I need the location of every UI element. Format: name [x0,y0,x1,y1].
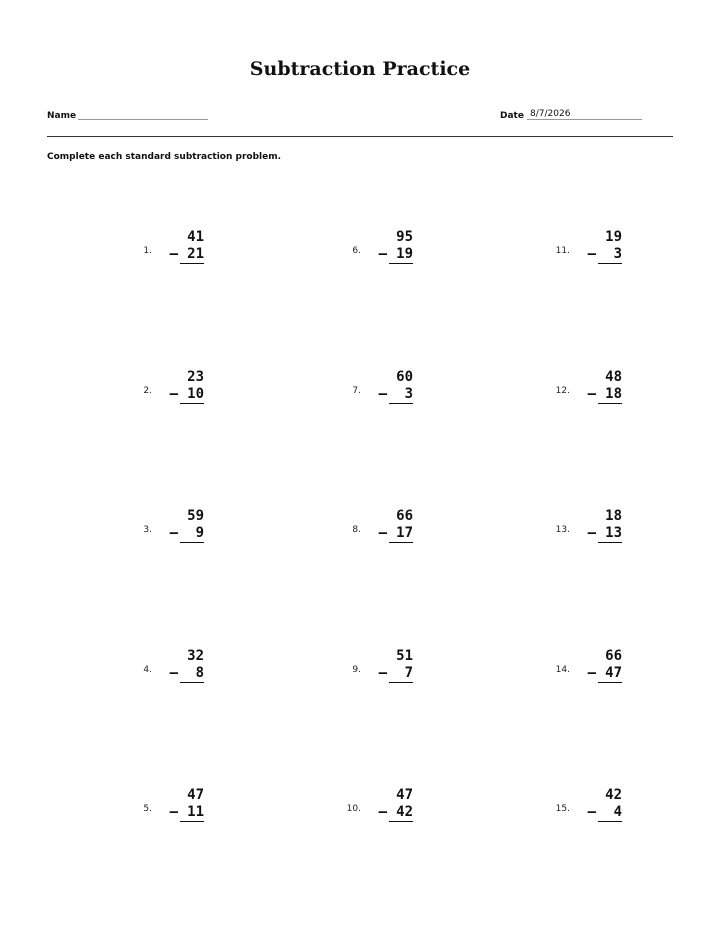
problem-number: 8. [352,525,361,535]
minuend: 42 [605,787,622,803]
minus-sign: – [169,386,178,402]
minuend: 32 [187,648,204,664]
minuend: 48 [605,369,622,385]
problem-item [532,648,622,688]
problem-item [323,648,413,688]
problem-number: 1. [143,246,152,256]
problem-item [114,648,204,688]
problem-number: 2. [143,386,152,396]
name-label: Name [47,111,77,121]
problem-item [532,229,622,269]
subtrahend: 8 [180,665,204,683]
minus-sign: – [169,665,178,681]
minuend: 19 [605,229,622,245]
problem-number: 13. [555,525,570,535]
minuend: 66 [605,648,622,664]
minus-sign: – [587,665,596,681]
minuend: 60 [396,369,413,385]
problem-item [114,369,204,409]
minus-sign: – [378,386,387,402]
minuend: 18 [605,508,622,524]
problem-item [532,369,622,409]
instructions: Complete each standard subtraction problem. [47,152,282,162]
problem-number: 6. [352,246,361,256]
minuend: 51 [396,648,413,664]
problem-item [323,229,413,269]
minus-sign: – [169,804,178,820]
problem-item [323,508,413,548]
date-label: Date [500,111,524,121]
problem-number: 10. [346,804,361,814]
minuend: 66 [396,508,413,524]
problem-item [323,369,413,409]
subtrahend: 3 [389,386,413,404]
minus-sign: – [587,246,596,262]
problem-item [114,508,204,548]
problem-item [114,229,204,269]
header-divider [47,136,673,137]
problem-number: 3. [143,525,152,535]
name-field[interactable] [78,119,208,120]
subtrahend: 7 [389,665,413,683]
problem-number: 15. [555,804,570,814]
minus-sign: – [169,246,178,262]
minus-sign: – [587,386,596,402]
subtrahend: 11 [180,804,204,822]
minuend: 23 [187,369,204,385]
problem-number: 5. [143,804,152,814]
problem-number: 9. [352,665,361,675]
minuend: 59 [187,508,204,524]
subtrahend: 9 [180,525,204,543]
subtrahend: 18 [598,386,622,404]
subtrahend: 19 [389,246,413,264]
problem-item [323,787,413,827]
page-title: Subtraction Practice [249,58,471,80]
subtrahend: 21 [180,246,204,264]
minus-sign: – [378,525,387,541]
minus-sign: – [378,665,387,681]
minus-sign: – [587,525,596,541]
problem-number: 4. [143,665,152,675]
minuend: 95 [396,229,413,245]
minuend: 47 [187,787,204,803]
subtrahend: 4 [598,804,622,822]
problem-number: 11. [555,246,570,256]
date-value: 8/7/2026 [530,109,571,119]
problem-item [114,787,204,827]
problem-number: 7. [352,386,361,396]
subtrahend: 10 [180,386,204,404]
date-field[interactable] [527,119,642,120]
subtrahend: 3 [598,246,622,264]
problem-number: 14. [555,665,570,675]
subtrahend: 47 [598,665,622,683]
problem-item [532,787,622,827]
subtrahend: 42 [389,804,413,822]
minus-sign: – [378,246,387,262]
minus-sign: – [587,804,596,820]
minuend: 47 [396,787,413,803]
problem-number: 12. [555,386,570,396]
problem-item [532,508,622,548]
minuend: 41 [187,229,204,245]
minus-sign: – [378,804,387,820]
minus-sign: – [169,525,178,541]
subtrahend: 13 [598,525,622,543]
subtrahend: 17 [389,525,413,543]
